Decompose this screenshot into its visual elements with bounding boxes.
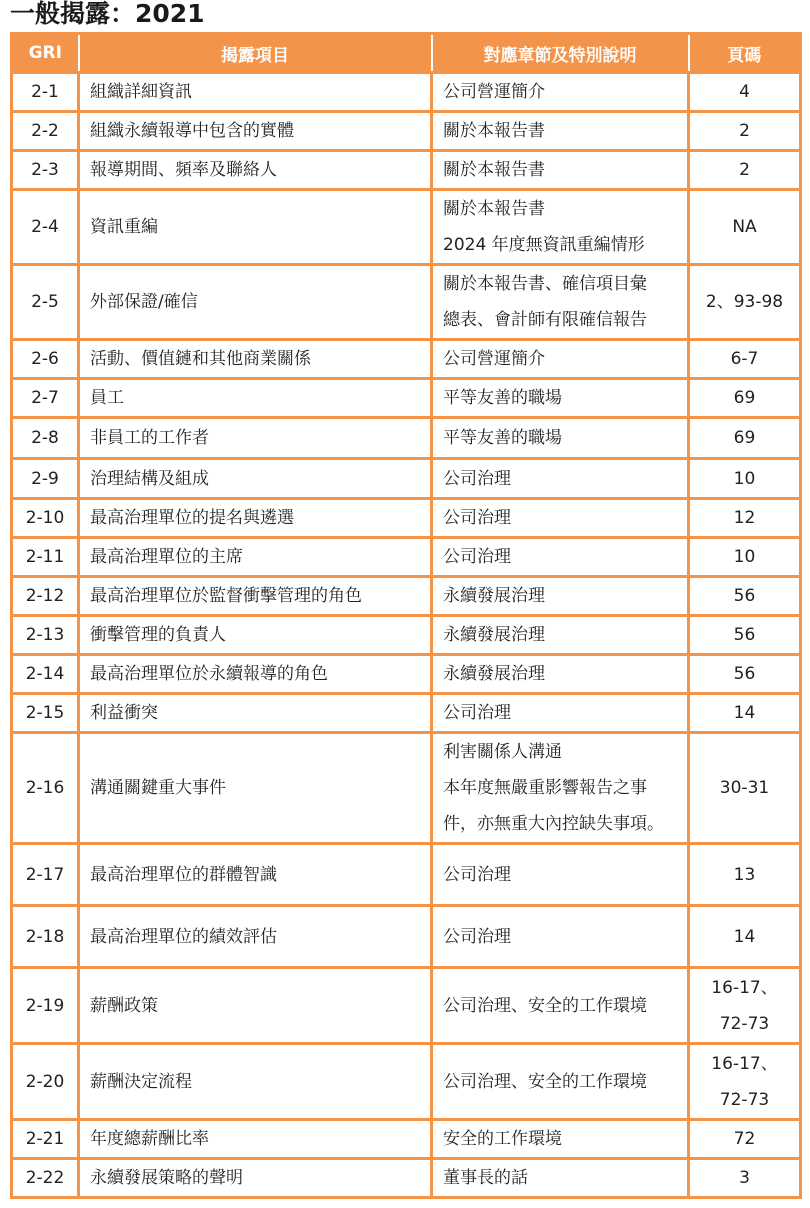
section-reference bbox=[432, 1120, 689, 1159]
page-line: 4 bbox=[739, 82, 750, 102]
table-row bbox=[12, 844, 801, 906]
gri-code: 2-6 bbox=[12, 340, 79, 379]
disclosure-item: 組織永續報導中包含的實體 bbox=[79, 112, 432, 151]
section-line: 公司治理 bbox=[443, 864, 511, 885]
disclosure-item: 最高治理單位於監督衝擊管理的角色 bbox=[79, 577, 432, 616]
table-row bbox=[12, 265, 801, 340]
page-line: 3 bbox=[739, 1168, 750, 1188]
gri-code: 2-19 bbox=[12, 968, 79, 1044]
table-row bbox=[12, 190, 801, 265]
gri-code: 2-20 bbox=[12, 1044, 79, 1120]
section-line: 關於本報告書 bbox=[443, 121, 545, 141]
table-row bbox=[12, 906, 801, 968]
disclosure-item: 外部保證/確信 bbox=[79, 265, 432, 340]
section-line: 2024 年度無資訊重編情形 bbox=[443, 235, 645, 255]
gri-disclosure-table bbox=[10, 32, 802, 1199]
section-reference bbox=[432, 190, 689, 265]
disclosure-item: 組織詳細資訊 bbox=[79, 73, 432, 112]
disclosure-item: 資訊重編 bbox=[79, 190, 432, 265]
gri-code: 2-3 bbox=[12, 151, 79, 190]
gri-code: 2-18 bbox=[12, 906, 79, 968]
page-line: 56 bbox=[733, 664, 756, 684]
page-line: 2、93-98 bbox=[705, 292, 784, 312]
page-line: 12 bbox=[733, 508, 756, 528]
page-number bbox=[689, 1044, 801, 1120]
page-line: 69 bbox=[733, 428, 756, 448]
page-number bbox=[689, 694, 801, 733]
section-line: 公司治理 bbox=[443, 703, 511, 723]
section-line: 安全的工作環境 bbox=[443, 1129, 562, 1149]
section-line: 公司治理 bbox=[443, 547, 511, 567]
page-line: 16-17、 bbox=[711, 977, 778, 998]
page-line: 10 bbox=[733, 468, 756, 489]
table-row bbox=[12, 1044, 801, 1120]
page-number bbox=[689, 1159, 801, 1198]
table-row bbox=[12, 655, 801, 694]
table-row bbox=[12, 459, 801, 499]
table-row bbox=[12, 379, 801, 418]
page-line: 13 bbox=[733, 864, 756, 885]
page-number bbox=[689, 190, 801, 265]
table-row bbox=[12, 499, 801, 538]
disclosure-item: 永續發展策略的聲明 bbox=[79, 1159, 432, 1198]
section-reference bbox=[432, 151, 689, 190]
table-row bbox=[12, 112, 801, 151]
section-reference bbox=[432, 733, 689, 844]
disclosure-item: 最高治理單位的提名與遴選 bbox=[79, 499, 432, 538]
page-line: 72 bbox=[733, 1129, 756, 1149]
section-reference bbox=[432, 655, 689, 694]
page-number bbox=[689, 151, 801, 190]
page-line: 72-73 bbox=[719, 1013, 770, 1034]
disclosure-item: 最高治理單位的績效評估 bbox=[79, 906, 432, 968]
disclosure-item: 員工 bbox=[79, 379, 432, 418]
gri-code: 2-8 bbox=[12, 418, 79, 459]
section-reference bbox=[432, 577, 689, 616]
table-row bbox=[12, 733, 801, 844]
table-row bbox=[12, 418, 801, 459]
section-line: 公司營運簡介 bbox=[443, 349, 545, 369]
disclosure-item: 非員工的工作者 bbox=[79, 418, 432, 459]
page-line: 14 bbox=[733, 926, 756, 947]
page-number bbox=[689, 459, 801, 499]
gri-code: 2-14 bbox=[12, 655, 79, 694]
section-line: 利害關係人溝通 bbox=[443, 742, 562, 762]
section-reference bbox=[432, 112, 689, 151]
page-line: 2 bbox=[739, 160, 750, 180]
section-reference bbox=[432, 499, 689, 538]
section-line: 永續發展治理 bbox=[443, 664, 545, 684]
gri-code: 2-10 bbox=[12, 499, 79, 538]
section-reference bbox=[432, 73, 689, 112]
section-line: 本年度無嚴重影響報告之事 bbox=[443, 778, 647, 798]
disclosure-item: 薪酬決定流程 bbox=[79, 1044, 432, 1120]
section-reference bbox=[432, 1159, 689, 1198]
section-line: 平等友善的職場 bbox=[443, 428, 562, 448]
gri-code: 2-5 bbox=[12, 265, 79, 340]
section-reference bbox=[432, 906, 689, 968]
section-reference bbox=[432, 379, 689, 418]
table-header-row bbox=[12, 34, 801, 73]
gri-code: 2-16 bbox=[12, 733, 79, 844]
section-reference bbox=[432, 968, 689, 1044]
gri-code: 2-12 bbox=[12, 577, 79, 616]
disclosure-item: 最高治理單位的主席 bbox=[79, 538, 432, 577]
disclosure-item: 治理結構及組成 bbox=[79, 459, 432, 499]
section-line: 關於本報告書 bbox=[443, 160, 545, 180]
table-row bbox=[12, 1159, 801, 1198]
disclosure-item: 衝擊管理的負責人 bbox=[79, 616, 432, 655]
section-line: 關於本報告書 bbox=[443, 199, 545, 219]
table-row bbox=[12, 616, 801, 655]
page-number bbox=[689, 844, 801, 906]
header-page: 頁碼 bbox=[689, 34, 801, 73]
page-line: 16-17、 bbox=[711, 1053, 778, 1074]
table-row bbox=[12, 968, 801, 1044]
section-line: 關於本報告書、確信項目彙 bbox=[443, 274, 647, 294]
page-number bbox=[689, 340, 801, 379]
section-reference bbox=[432, 538, 689, 577]
disclosure-item: 最高治理單位的群體智識 bbox=[79, 844, 432, 906]
table-row bbox=[12, 73, 801, 112]
page-number bbox=[689, 577, 801, 616]
section-line: 公司治理、安全的工作環境 bbox=[443, 1071, 647, 1092]
table-body bbox=[12, 73, 801, 1198]
section-line: 總表、會計師有限確信報告 bbox=[443, 310, 647, 330]
page-number bbox=[689, 733, 801, 844]
page-line: 30-31 bbox=[719, 778, 770, 798]
page-line: 10 bbox=[733, 547, 756, 567]
table-row bbox=[12, 694, 801, 733]
gri-code: 2-21 bbox=[12, 1120, 79, 1159]
section-reference bbox=[432, 459, 689, 499]
disclosure-item: 溝通關鍵重大事件 bbox=[79, 733, 432, 844]
page-title: 一般揭露：2021 bbox=[10, 0, 205, 28]
section-line: 公司治理 bbox=[443, 468, 511, 489]
section-line: 永續發展治理 bbox=[443, 586, 545, 606]
page-line: 56 bbox=[733, 586, 756, 606]
page-line: 69 bbox=[733, 388, 756, 408]
section-line: 件，亦無重大內控缺失事項。 bbox=[443, 814, 664, 834]
table-row bbox=[12, 1120, 801, 1159]
table-row bbox=[12, 538, 801, 577]
page-number bbox=[689, 655, 801, 694]
section-line: 公司營運簡介 bbox=[443, 82, 545, 102]
header-item: 揭露項目 bbox=[79, 34, 432, 73]
section-reference bbox=[432, 265, 689, 340]
gri-code: 2-15 bbox=[12, 694, 79, 733]
page-number bbox=[689, 906, 801, 968]
page-number bbox=[689, 418, 801, 459]
gri-code: 2-4 bbox=[12, 190, 79, 265]
header-gri: GRI bbox=[12, 34, 79, 73]
gri-code: 2-22 bbox=[12, 1159, 79, 1198]
section-line: 公司治理、安全的工作環境 bbox=[443, 995, 647, 1016]
table-row bbox=[12, 151, 801, 190]
section-reference bbox=[432, 844, 689, 906]
gri-code: 2-7 bbox=[12, 379, 79, 418]
section-reference bbox=[432, 1044, 689, 1120]
section-line: 董事長的話 bbox=[443, 1168, 528, 1188]
page-number bbox=[689, 112, 801, 151]
page-line: 14 bbox=[733, 703, 756, 723]
table-row bbox=[12, 577, 801, 616]
section-line: 公司治理 bbox=[443, 926, 511, 947]
gri-code: 2-11 bbox=[12, 538, 79, 577]
section-line: 平等友善的職場 bbox=[443, 388, 562, 408]
page-number bbox=[689, 538, 801, 577]
section-line: 公司治理 bbox=[443, 508, 511, 528]
page-line: 2 bbox=[739, 121, 750, 141]
page-number bbox=[689, 379, 801, 418]
disclosure-item: 報導期間、頻率及聯絡人 bbox=[79, 151, 432, 190]
page-number bbox=[689, 265, 801, 340]
gri-code: 2-9 bbox=[12, 459, 79, 499]
disclosure-item: 利益衝突 bbox=[79, 694, 432, 733]
gri-code: 2-17 bbox=[12, 844, 79, 906]
gri-code: 2-13 bbox=[12, 616, 79, 655]
disclosure-item: 活動、價值鏈和其他商業關係 bbox=[79, 340, 432, 379]
page-line: 6-7 bbox=[730, 349, 759, 369]
disclosure-item: 年度總薪酬比率 bbox=[79, 1120, 432, 1159]
page-number bbox=[689, 616, 801, 655]
disclosure-item: 薪酬政策 bbox=[79, 968, 432, 1044]
table-row bbox=[12, 340, 801, 379]
section-reference bbox=[432, 418, 689, 459]
page-number bbox=[689, 73, 801, 112]
section-reference bbox=[432, 616, 689, 655]
section-reference bbox=[432, 340, 689, 379]
disclosure-item: 最高治理單位於永續報導的角色 bbox=[79, 655, 432, 694]
page-line: NA bbox=[732, 217, 757, 237]
page-number bbox=[689, 499, 801, 538]
header-section: 對應章節及特別說明 bbox=[432, 34, 689, 73]
section-line: 永續發展治理 bbox=[443, 625, 545, 645]
section-reference bbox=[432, 694, 689, 733]
page-line: 72-73 bbox=[719, 1089, 770, 1110]
page-line: 56 bbox=[733, 625, 756, 645]
gri-code: 2-1 bbox=[12, 73, 79, 112]
page-number bbox=[689, 968, 801, 1044]
gri-code: 2-2 bbox=[12, 112, 79, 151]
page-number bbox=[689, 1120, 801, 1159]
